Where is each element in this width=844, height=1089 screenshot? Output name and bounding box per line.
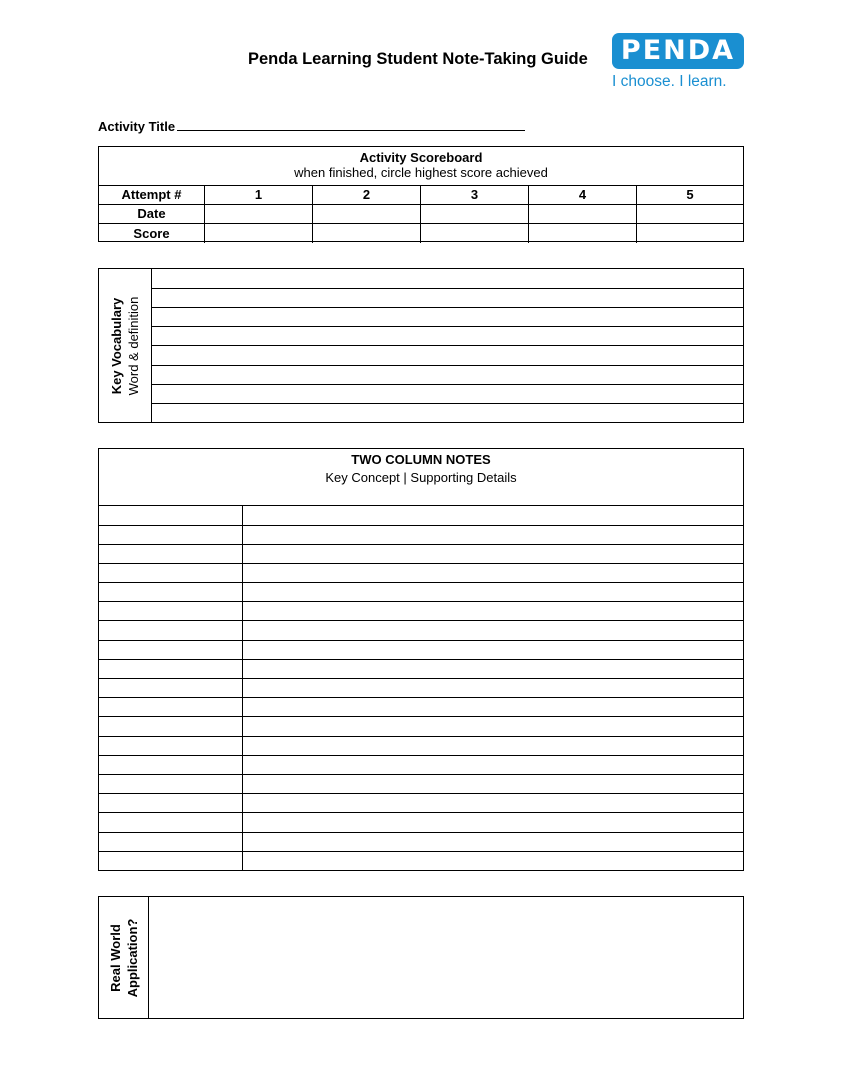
score-cell-5[interactable]	[637, 224, 743, 243]
notes-line[interactable]	[99, 697, 743, 698]
score-cell-1[interactable]	[205, 224, 313, 243]
notes-line[interactable]	[99, 525, 743, 526]
vocab-line[interactable]	[152, 403, 743, 404]
vocab-line[interactable]	[152, 365, 743, 366]
vocabulary-label	[99, 269, 152, 422]
vocab-line[interactable]	[152, 384, 743, 385]
notes-line[interactable]	[99, 601, 743, 602]
scoreboard-score-row	[99, 224, 743, 243]
real-world-label-line2: Application?	[124, 918, 140, 997]
notes-line[interactable]	[99, 832, 743, 833]
notes-line[interactable]	[99, 716, 743, 717]
activity-title-label: Activity Title	[98, 119, 176, 134]
attempt-2: 2	[313, 185, 421, 204]
date-cell-5[interactable]	[637, 204, 743, 223]
attempt-3: 3	[421, 185, 529, 204]
score-cell-4[interactable]	[529, 224, 637, 243]
activity-title-line[interactable]	[177, 118, 525, 131]
notes-line[interactable]	[99, 659, 743, 660]
date-cell-2[interactable]	[313, 204, 421, 223]
attempt-4: 4	[529, 185, 637, 204]
notes-column-divider	[242, 506, 243, 870]
notes-line[interactable]	[99, 793, 743, 794]
notes-line[interactable]	[99, 812, 743, 813]
vocab-line[interactable]	[152, 307, 743, 308]
page-title: Penda Learning Student Note-Taking Guide	[248, 50, 588, 68]
scoreboard-header	[99, 147, 743, 186]
notes-line[interactable]	[99, 582, 743, 583]
attempt-1: 1	[205, 185, 313, 204]
vocab-line[interactable]	[152, 326, 743, 327]
notes-line[interactable]	[99, 736, 743, 737]
attempt-5: 5	[686, 187, 694, 202]
notes-line[interactable]	[99, 544, 743, 545]
date-label: Date	[99, 204, 205, 223]
scoreboard-attempt-row	[99, 185, 743, 205]
notes-line[interactable]	[99, 755, 743, 756]
logo-text: PENDA	[620, 35, 736, 66]
notes-line[interactable]	[99, 563, 743, 564]
real-world-application-box[interactable]	[98, 896, 744, 1019]
scoreboard-title: Activity Scoreboard	[359, 150, 483, 165]
vocabulary-label-subtitle: Word & definition	[126, 296, 141, 395]
logo-tagline: I choose. I learn.	[612, 73, 727, 90]
two-column-notes-box	[98, 448, 744, 871]
penda-logo	[612, 33, 746, 93]
score-cell-3[interactable]	[421, 224, 529, 243]
date-cell-1[interactable]	[205, 204, 313, 223]
scoreboard-subtitle: when finished, circle highest score achieved	[294, 165, 548, 180]
vocab-line[interactable]	[152, 288, 743, 289]
notes-line[interactable]	[99, 678, 743, 679]
real-world-label	[99, 897, 149, 1018]
notes-subtitle: Key Concept | Supporting Details	[325, 470, 517, 485]
attempt-label: Attempt #	[99, 185, 205, 204]
notes-header	[99, 449, 743, 506]
vocabulary-label-title: Key Vocabulary	[109, 297, 124, 394]
vocab-line[interactable]	[152, 345, 743, 346]
notes-line[interactable]	[99, 851, 743, 852]
notes-title: TWO COLUMN NOTES	[351, 452, 491, 467]
scoreboard-date-row	[99, 204, 743, 224]
notes-line[interactable]	[99, 774, 743, 775]
logo-badge	[612, 33, 744, 69]
activity-title-field[interactable]	[98, 118, 525, 134]
notes-line[interactable]	[99, 640, 743, 641]
score-cell-2[interactable]	[313, 224, 421, 243]
activity-scoreboard	[98, 146, 744, 242]
score-label: Score	[99, 224, 205, 243]
key-vocabulary-box	[98, 268, 744, 423]
date-cell-3[interactable]	[421, 204, 529, 223]
notes-line[interactable]	[99, 620, 743, 621]
date-cell-4[interactable]	[529, 204, 637, 223]
real-world-label-line1: Real World	[107, 923, 123, 992]
